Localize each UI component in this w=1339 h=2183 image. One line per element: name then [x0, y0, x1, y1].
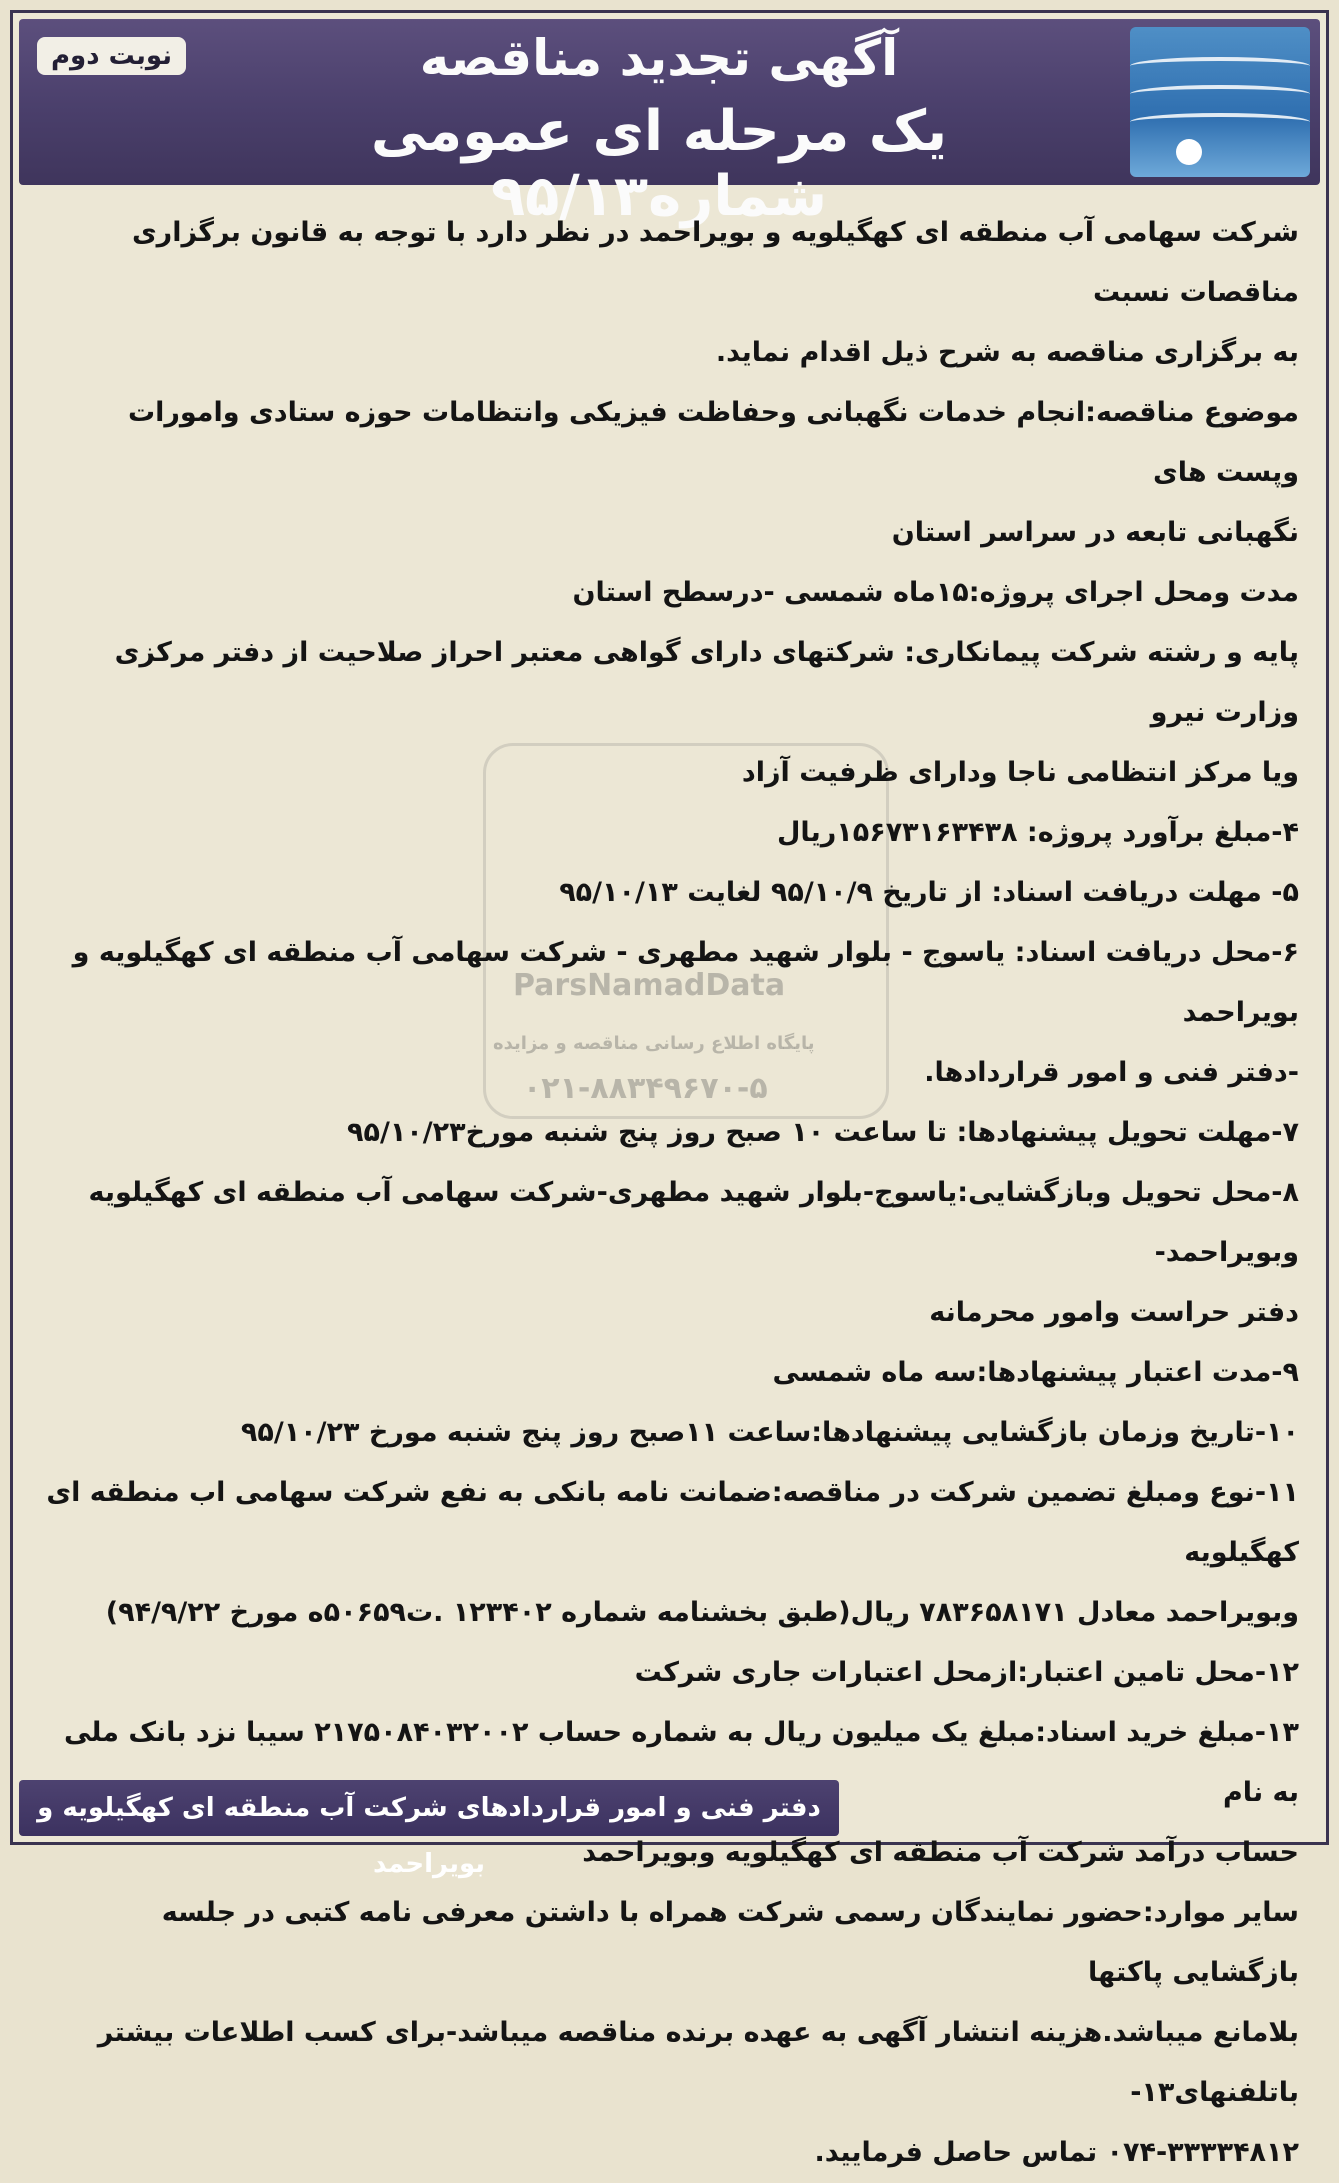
- body-line: سایر موارد:حضور نمایندگان رسمی شرکت همراه با داشتن معرفی نامه کتبی در جلسه بازگشایی پاکتها: [161, 1897, 1299, 1988]
- body-line: ۱۱-نوع ومبلغ تضمین شرکت در مناقصه:ضمانت نامه بانکی به نفع شرکت سهامی اب منطقه ای کهگیلویه: [46, 1477, 1299, 1568]
- notice-body: [43, 203, 1299, 2183]
- body-line: مدت ومحل اجرای پروژه:۱۵ماه شمسی -درسطح استان: [572, 577, 1299, 608]
- issuer-footer: دفتر فنی و امور قراردادهای شرکت آب منطقه ای کهگیلویه و بویراحمد: [19, 1780, 839, 1836]
- body-line: ۱۰-تاریخ وزمان بازگشایی پیشنهادها:ساعت ۱۱صبح روز پنج شنبه مورخ ۹۵/۱۰/۲۳: [240, 1417, 1299, 1448]
- body-line: ۱۲-محل تامین اعتبار:ازمحل اعتبارات جاری شرکت: [634, 1657, 1299, 1688]
- body-line: وبویراحمد معادل ۷۸۳۶۵۸۱۷۱ ریال(طبق بخشنامه شماره ۱۲۳۴۰۲ .ت۵۰۶۵۹ه مورخ ۹۴/۹/۲۲): [105, 1597, 1299, 1628]
- body-line: موضوع مناقصه:انجام خدمات نگهبانی وحفاظت فیزیکی وانتظامات حوزه ستادی وامورات وپست های: [127, 397, 1299, 488]
- body-line: حساب درآمد شرکت آب منطقه ای کهگیلویه وبویراحمد: [582, 1837, 1299, 1868]
- body-line: شرکت سهامی آب منطقه ای کهگیلویه و بویراحمد در نظر دارد با توجه به قانون برگزاری مناقصات نسبت: [131, 217, 1299, 308]
- body-line: به برگزاری مناقصه به شرح ذیل اقدام نماید.: [715, 337, 1299, 368]
- water-company-logo: [1130, 27, 1310, 177]
- watermark-tagline: پایگاه اطلاع رسانی مناقصه و مزایده: [493, 1033, 815, 1054]
- body-line: -دفتر فنی و امور قراردادها.: [924, 1057, 1299, 1088]
- body-line: ۱۳-مبلغ خرید اسناد:مبلغ یک میلیون ریال به شماره حساب ۲۱۷۵۰۸۴۰۳۲۰۰۲ سیبا نزد بانک ملی به نام: [63, 1717, 1299, 1808]
- watermark-phone: ۰۲۱-۸۸۳۴۹۶۷۰-۵: [523, 1071, 768, 1106]
- watermark-brand: ParsNamadData: [513, 968, 786, 1003]
- body-line: ۸-محل تحویل وبازگشایی:یاسوج-بلوار شهید مطهری-شرکت سهامی آب منطقه ای کهگیلویه وبویراحمد-: [88, 1177, 1299, 1268]
- body-line: نگهبانی تابعه در سراسر استان: [891, 517, 1299, 548]
- notice-header: [19, 19, 1320, 229]
- body-line: بلامانع میباشد.هزینه انتشار آگهی به عهده برنده مناقصه میباشد-برای کسب اطلاعات بیشتر باتلفنهای۱۳-: [97, 2017, 1299, 2108]
- notice-sheet: [10, 10, 1329, 2168]
- body-line: ویا مرکز انتظامی ناجا ودارای ظرفیت آزاد: [741, 757, 1299, 788]
- body-line: دفتر حراست وامور محرمانه: [929, 1297, 1299, 1328]
- body-line: ۴-مبلغ برآورد پروژه: ۱۵۶۷۳۱۶۳۴۳۸ریال: [777, 817, 1299, 848]
- body-line: ۹-مدت اعتبار پیشنهادها:سه ماه شمسی: [772, 1357, 1299, 1388]
- body-line: ۰۷۴-۳۳۳۳۴۸۱۲ تماس حاصل فرمایید.: [814, 2137, 1299, 2168]
- body-line: ۷-مهلت تحویل پیشنهادها: تا ساعت ۱۰ صبح روز پنج شنبه مورخ۹۵/۱۰/۲۳: [347, 1117, 1299, 1148]
- notice-subtitle: یک مرحله ای عمومی شماره۹۵/۱۳: [370, 99, 948, 229]
- body-line: پایه و رشته شرکت پیمانکاری: شرکتهای دارای گواهی معتبر احراز صلاحیت از دفتر مرکزی وزارت نیرو: [114, 637, 1299, 728]
- notice-title: آگهی تجدید مناقصه: [419, 29, 899, 87]
- body-line: ۵- مهلت دریافت اسناد: از تاریخ ۹۵/۱۰/۹ لغایت ۹۵/۱۰/۱۳: [559, 877, 1299, 908]
- body-line: ۶-محل دریافت اسناد: یاسوج - بلوار شهید مطهری - شرکت سهامی آب منطقه ای کهگیلویه و بویراحمد: [72, 937, 1299, 1028]
- round-badge: نوبت دوم: [37, 37, 186, 75]
